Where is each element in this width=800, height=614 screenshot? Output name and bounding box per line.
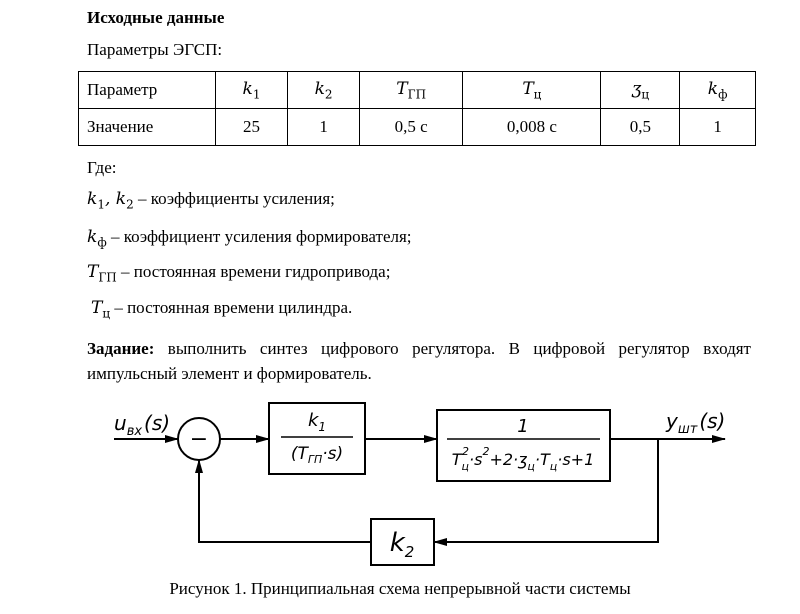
table-cell: ʒ$_ц$ — [601, 72, 680, 109]
summer-sign: − — [189, 427, 209, 452]
table-cell: 0,008 с — [463, 109, 601, 146]
block1-numerator: $k_1$ — [307, 410, 327, 434]
table-cell: 0,5 с — [360, 109, 463, 146]
feedback-line-left — [199, 460, 371, 542]
table-cell: Значение — [79, 109, 216, 146]
block2-denominator: $T_ц2\cdot s^2+2\cdot ʒ_ц\cdot T_ц\cdot s+1$ — [451, 445, 595, 473]
table-cell: 0,5 — [601, 109, 680, 146]
figure-caption: Рисунок 1. Принципиальная схема непрерывной части системы — [169, 579, 631, 598]
table-cell: Параметр — [79, 72, 216, 109]
task-text: выполнить синтез цифрового регулятора. В цифровой регулятор входят импульсный элемент и формирователь. — [87, 339, 751, 383]
block1-denominator: $(T_{ГП}\cdot s)$ — [290, 444, 344, 466]
definition-k1-k2: $k_1$, $k_2$ – коэффициенты усиления; — [87, 189, 335, 212]
task-label: Задание: — [87, 339, 155, 358]
heading: Исходные данные — [87, 8, 225, 27]
block2-numerator: 1 — [517, 416, 529, 437]
task-paragraph — [87, 336, 751, 386]
table-row — [79, 109, 756, 146]
params-table — [78, 71, 756, 146]
table-row — [79, 72, 756, 109]
table-cell: $k_2$ — [288, 72, 360, 109]
definition-tgp: $T_{ГП}$ – постоянная времени гидропривода; — [87, 262, 391, 285]
feedback-gain: $k_2$ — [389, 528, 415, 561]
table-cell: 1 — [288, 109, 360, 146]
definition-kf: $k_ф$ – коэффициент усиления формирователя; — [87, 227, 412, 250]
input-signal-label: $u_{вх}$ (s) — [114, 411, 171, 439]
table-cell: $k_ф$ — [680, 72, 756, 109]
output-signal-label: $y_{шт}$ (s) — [666, 409, 726, 437]
where-label: Где: — [87, 158, 117, 177]
table-cell: $k_1$ — [216, 72, 288, 109]
table-cell: $T_{ГП}$ — [360, 72, 463, 109]
params-label: Параметры ЭГСП: — [87, 40, 223, 59]
definition-tc: $T_ц$ – постоянная времени цилиндра. — [91, 298, 353, 321]
block-diagram — [0, 395, 800, 573]
table-cell: $T_ц$ — [463, 72, 601, 109]
table-cell: 1 — [680, 109, 756, 146]
table-cell: 25 — [216, 109, 288, 146]
